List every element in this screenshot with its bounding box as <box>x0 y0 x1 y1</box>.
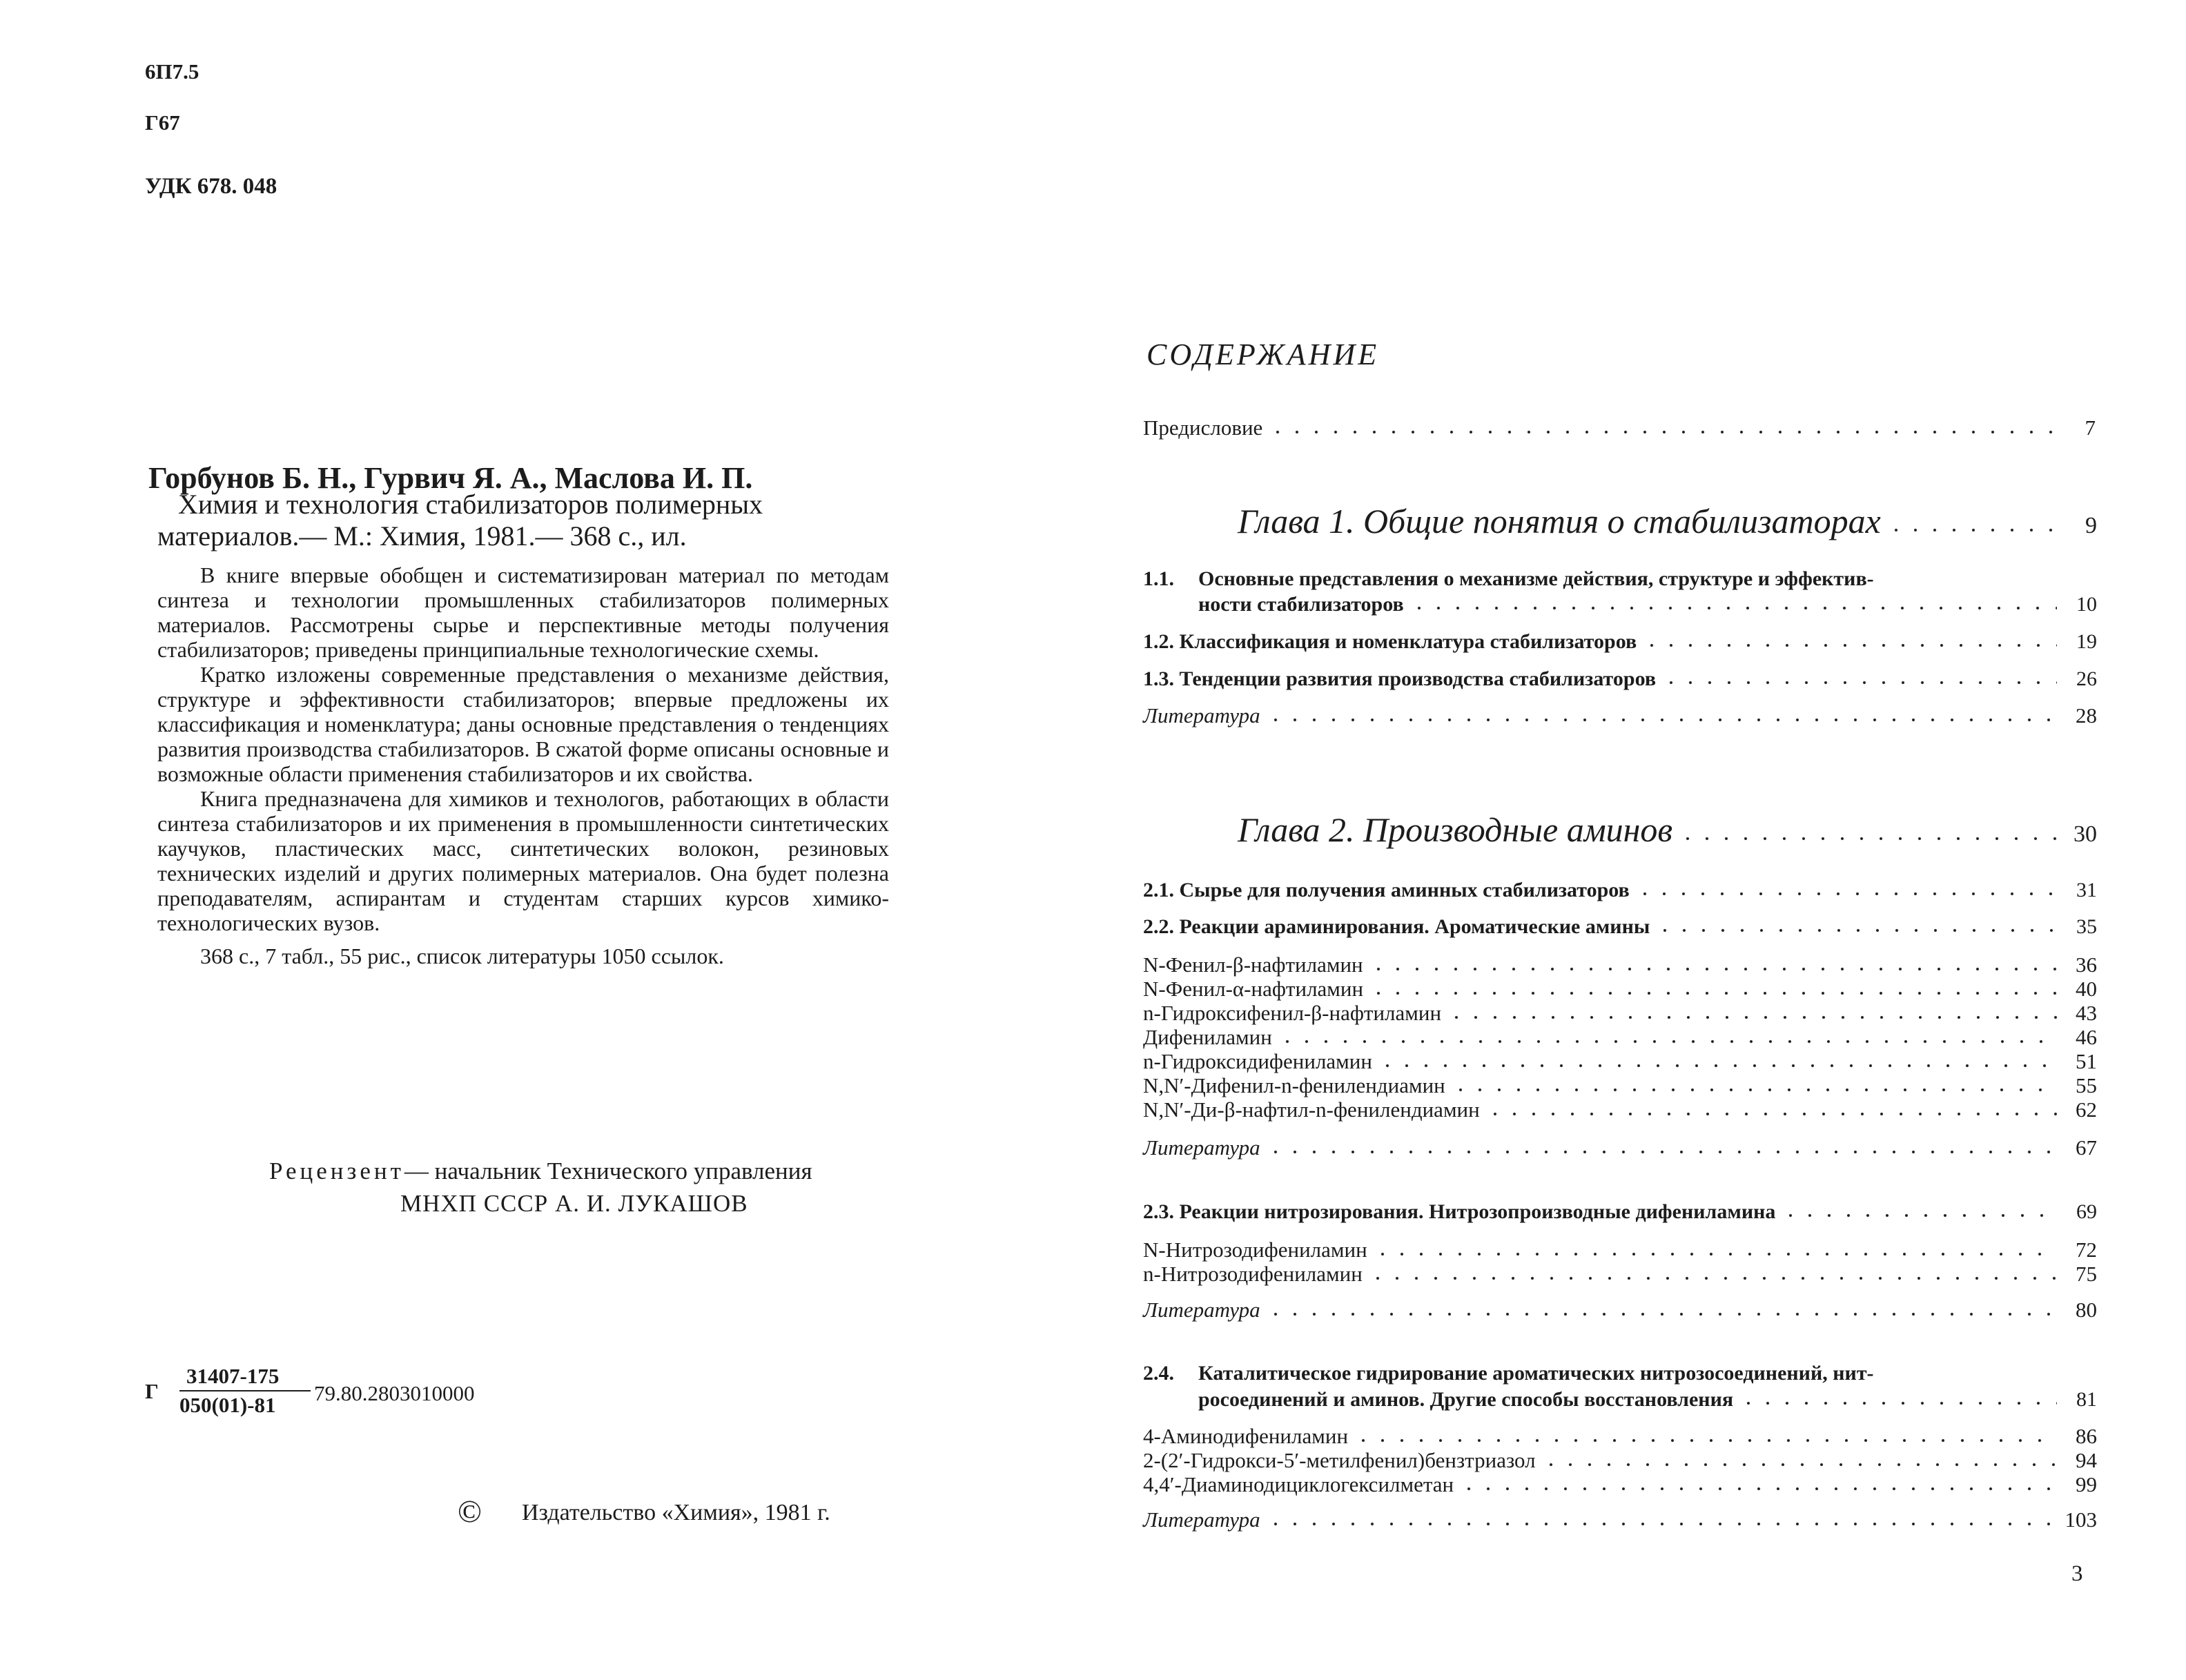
leader-dots <box>1661 667 2057 685</box>
reviewer-label: Рецензент <box>269 1158 404 1184</box>
toc-page-number: 81 <box>2076 1388 2097 1411</box>
toc-page-number: 72 <box>2076 1238 2097 1262</box>
toc-page-number: 99 <box>2076 1472 2097 1496</box>
toc-section-2-1 <box>1143 878 2097 902</box>
toc-section-2-3 <box>1143 1200 2097 1224</box>
toc-page-number: 51 <box>2076 1049 2097 1073</box>
book-title <box>157 489 889 552</box>
publisher-code-fraction <box>179 1364 311 1418</box>
toc-page-number: 10 <box>2076 593 2097 616</box>
toc-page-number: 40 <box>2076 977 2097 1001</box>
toc-subentry <box>1143 1025 2097 1050</box>
toc-literature-4 <box>1143 1507 2097 1532</box>
toc-page-number: 46 <box>2076 1025 2097 1049</box>
section-title: 2.2. Реакции араминирования. Ароматические амины <box>1143 915 1650 938</box>
toc-page-number: 19 <box>2076 630 2097 653</box>
subentry-text: n-Гидроксидифениламин <box>1143 1049 1372 1073</box>
toc-subentry <box>1143 1001 2097 1026</box>
subentry-text: N,N′-Дифенил-n-фенилендиамин <box>1143 1073 1445 1097</box>
section-title: 2.3. Реакции нитрозирования. Нитрозопроизводные дифениламина <box>1143 1200 1776 1223</box>
leader-dots <box>1369 953 2057 972</box>
toc-page-number: 55 <box>2076 1073 2097 1097</box>
toc-section-2-4-cont <box>1198 1387 2097 1412</box>
section-title: 2.1. Сырье для получения аминных стабилизаторов <box>1143 879 1630 901</box>
toc-page-number: 67 <box>2076 1135 2097 1160</box>
leader-dots <box>1354 1424 2057 1443</box>
toc-page-number: 80 <box>2076 1298 2097 1322</box>
subentry-text: 2-(2′-Гидрокси-5′-метилфенил)бензтриазол <box>1143 1448 1536 1472</box>
toc-subentry <box>1143 1472 2097 1497</box>
toc-page-number: 35 <box>2076 915 2097 938</box>
section-title: 1.2. Классификация и номенклатура стабилизаторов <box>1143 630 1637 653</box>
copyright-icon: © <box>458 1494 482 1529</box>
leader-dots <box>1447 1001 2057 1020</box>
toc-subentry <box>1143 1238 2097 1262</box>
toc-section-2-4 <box>1143 1361 2042 1386</box>
leader-dots <box>1266 1298 2057 1317</box>
literature-label: Литература <box>1143 703 1260 727</box>
page-number: 3 <box>2071 1561 2083 1586</box>
toc-subentry <box>1143 1424 2097 1449</box>
toc-page-number: 69 <box>2076 1200 2097 1223</box>
leader-dots <box>1678 810 2057 841</box>
subentry-text: 4,4′-Диаминодициклогексилметан <box>1143 1472 1454 1496</box>
publisher-code-index: 79.80.2803010000 <box>314 1381 475 1405</box>
leader-dots <box>1541 1448 2057 1467</box>
reviewer-line <box>269 1156 812 1186</box>
leader-dots <box>1373 1238 2057 1257</box>
subentry-text: Дифениламин <box>1143 1025 1272 1049</box>
toc-page-number: 94 <box>2076 1448 2097 1472</box>
toc-page-number: 9 <box>2085 513 2097 538</box>
leader-dots <box>1459 1472 2057 1492</box>
annotation-paragraph: Кратко изложены современные представления о механизме действия, структуре и эффективности стабилизаторов; впервые предложены их классификация и номенклатура; даны основные представления о тенденциях развития производства стабилизаторов. В сжатой форме описаны основные и возможные области применения стабилизаторов и их свойства. <box>157 662 889 786</box>
toc-subentry <box>1143 1262 2097 1287</box>
leader-dots <box>1369 977 2057 996</box>
toc-page-number: 86 <box>2076 1424 2097 1448</box>
subentry-text: n-Нитрозодифениламин <box>1143 1262 1363 1286</box>
leader-dots <box>1635 878 2057 897</box>
leader-dots <box>1485 1097 2057 1117</box>
leader-dots <box>1781 1200 2057 1218</box>
toc-section-2-2 <box>1143 915 2097 939</box>
book-title-line: Химия и технология стабилизаторов полимерных <box>178 489 763 520</box>
toc-page-number: 62 <box>2076 1097 2097 1122</box>
toc-subentry <box>1143 1073 2097 1098</box>
subentry-text: N-Нитрозодифениламин <box>1143 1238 1367 1262</box>
toc-chapter-1 <box>1238 501 2097 541</box>
chapter-title: Глава 1. Общие понятия о стабилизаторах <box>1238 502 1881 540</box>
toc-page-number: 43 <box>2076 1001 2097 1025</box>
leader-dots <box>1268 416 2056 435</box>
contents-heading: СОДЕРЖАНИЕ <box>1146 338 1380 371</box>
toc-entry-preface <box>1143 416 2096 440</box>
book-summary: 368 с., 7 табл., 55 рис., список литературы 1050 ссылок. <box>200 944 724 968</box>
reviewer-role: — начальник Технического управления <box>404 1158 812 1184</box>
leader-dots <box>1409 592 2057 611</box>
leader-dots <box>1739 1387 2057 1406</box>
leader-dots <box>1886 502 2057 533</box>
publisher-code-numerator: 31407-175 <box>179 1364 311 1391</box>
leader-dots <box>1451 1073 2057 1093</box>
literature-label: Литература <box>1143 1298 1260 1322</box>
toc-page-number: 36 <box>2076 953 2097 977</box>
toc-page-number: 103 <box>2065 1507 2097 1532</box>
literature-label: Литература <box>1143 1135 1260 1160</box>
chapter-title: Глава 2. Производные аминов <box>1238 810 1673 849</box>
annotation-paragraph: Книга предназначена для химиков и технологов, работающих в области синтеза стабилизаторов и их применения в промышленности синтетических каучуков, пластических масс, синтетических волокон, резиновых технических изделий и других полимерных материалов. Она будет полезна преподавателям, аспирантам и студентам старших курсов химико-технологических вузов. <box>157 786 889 935</box>
toc-literature-3 <box>1143 1298 2097 1322</box>
section-number: 1.1. <box>1143 567 1174 590</box>
reviewer-name: МНХП СССР А. И. ЛУКАШОВ <box>400 1190 748 1217</box>
literature-label: Литература <box>1143 1507 1260 1532</box>
toc-section-1-3 <box>1143 667 2097 691</box>
leader-dots <box>1266 703 2057 723</box>
section-number: 2.4. <box>1143 1362 1174 1385</box>
right-page-contents <box>1093 0 2186 1680</box>
copyright-text: Издательство «Химия», 1981 г. <box>522 1500 830 1525</box>
subentry-text: N,N′-Ди-β-нафтил-n-фенилендиамин <box>1143 1097 1480 1122</box>
toc-section-1-2 <box>1143 629 2097 654</box>
publisher-code-letter: Г <box>145 1379 159 1403</box>
section-title-line: Каталитическое гидрирование ароматических нитрозосоединений, нит- <box>1198 1362 1874 1385</box>
leader-dots <box>1368 1262 2057 1281</box>
toc-section-1-1-cont <box>1198 592 2097 616</box>
section-title-line: росоединений и аминов. Другие способы восстановления <box>1198 1388 1734 1411</box>
toc-subentry <box>1143 1049 2097 1074</box>
section-title: 1.3. Тенденции развития производства стабилизаторов <box>1143 667 1657 690</box>
toc-page-number: 7 <box>2085 416 2096 440</box>
leader-dots <box>1278 1025 2057 1044</box>
toc-page-number: 31 <box>2076 879 2097 901</box>
subentry-text: 4-Аминодифениламин <box>1143 1424 1349 1448</box>
publisher-code-denominator: 050(01)-81 <box>179 1393 276 1417</box>
toc-subentry <box>1143 1448 2097 1473</box>
annotation <box>157 563 889 968</box>
toc-subentry <box>1143 977 2097 1002</box>
leader-dots <box>1266 1135 2057 1155</box>
leader-dots <box>1378 1049 2057 1068</box>
toc-subentry <box>1143 1097 2097 1122</box>
subentry-text: N-Фенил-β-нафтиламин <box>1143 953 1363 977</box>
leader-dots <box>1655 915 2057 933</box>
leader-dots <box>1642 629 2057 648</box>
toc-page-number: 75 <box>2076 1262 2097 1286</box>
toc-chapter-2 <box>1238 810 2097 850</box>
leader-dots <box>1266 1507 2057 1527</box>
classification-code: 6П7.5 <box>145 59 199 84</box>
toc-page-number: 28 <box>2076 703 2097 727</box>
toc-page-number: 26 <box>2076 667 2097 690</box>
book-authors: Горбунов Б. Н., Гурвич Я. А., Маслова И. П. <box>148 461 753 495</box>
author-mark: Г67 <box>145 110 180 135</box>
toc-page-number: 30 <box>2073 821 2097 847</box>
section-title-line: ности стабилизаторов <box>1198 593 1404 616</box>
toc-section-1-1 <box>1143 567 2042 592</box>
udk-code: УДК 678. 048 <box>145 174 277 199</box>
toc-literature-2 <box>1143 1135 2097 1160</box>
toc-subentry <box>1143 953 2097 977</box>
book-imprint-line: материалов.— М.: Химия, 1981.— 368 с., ил. <box>157 520 687 551</box>
section-title-line: Основные представления о механизме действия, структуре и эффектив- <box>1198 567 1874 590</box>
toc-entry-text: Предисловие <box>1143 416 1263 440</box>
annotation-paragraph: В книге впервые обобщен и систематизирован материал по методам синтеза и технологии промышленных стабилизаторов полимерных материалов. Рассмотрены сырье и перспективные методы получения стабилизаторов; приведены принципиальные технологические схемы. <box>157 563 889 662</box>
subentry-text: n-Гидроксифенил-β-нафтиламин <box>1143 1001 1442 1025</box>
toc-literature-1 <box>1143 703 2097 728</box>
subentry-text: N-Фенил-α-нафтиламин <box>1143 977 1364 1001</box>
